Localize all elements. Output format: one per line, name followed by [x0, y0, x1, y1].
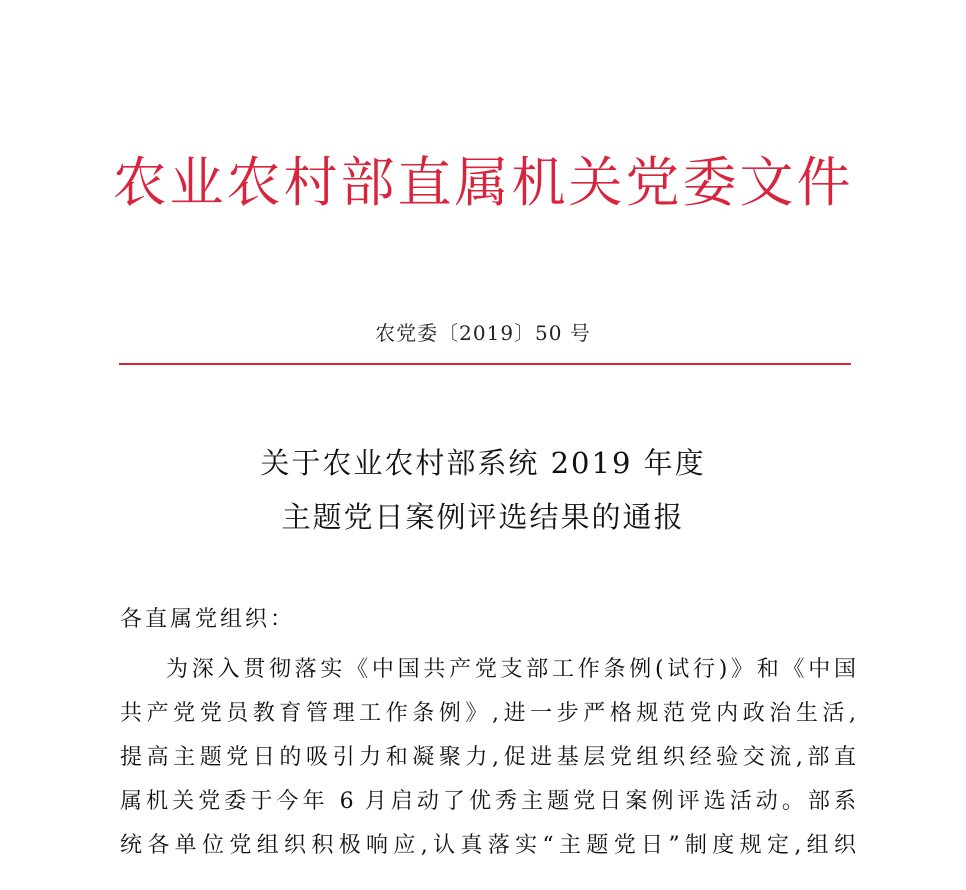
notice-title-line-1: 关于农业农村部系统 2019 年度: [260, 446, 706, 480]
body-text: [120, 648, 856, 868]
body-line: 提高主题党日的吸引力和凝聚力,促进基层党组织经验交流,部直: [120, 745, 856, 770]
salutation: 各直属党组织：: [120, 607, 296, 632]
notice-title: [0, 436, 966, 544]
header-divider-red-line: [119, 363, 851, 365]
document-header-title: 农业农村部直属机关党委文件: [112, 151, 854, 214]
document-number: 农党委〔2019〕50 号: [375, 321, 591, 345]
body-line: 属机关党委于今年 6 月启动了优秀主题党日案例评选活动。部系: [120, 789, 856, 814]
body-line: 统各单位党组织积极响应,认真落实“主题党日”制度规定,组织: [120, 833, 856, 858]
body-line: 为深入贯彻落实《中国共产党支部工作条例(试行)》和《中国: [166, 657, 856, 682]
body-line: 共产党党员教育管理工作条例》,进一步严格规范党内政治生活,: [120, 701, 856, 726]
notice-title-line-2: 主题党日案例评选结果的通报: [281, 500, 685, 534]
